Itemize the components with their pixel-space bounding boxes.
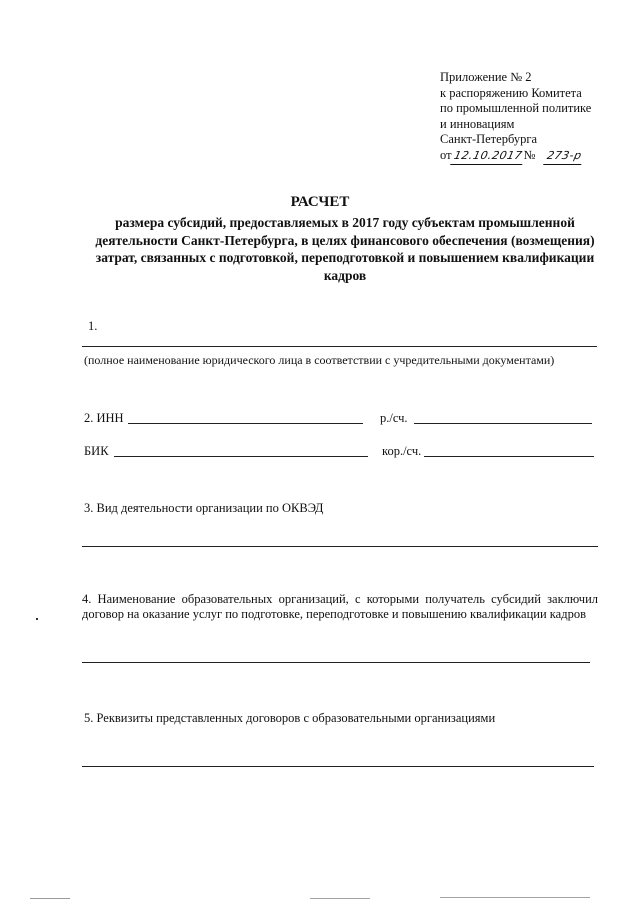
inn-fill-line (128, 423, 363, 424)
scan-speck (36, 618, 38, 620)
rs-fill-line (414, 423, 592, 424)
handwritten-date: 12.10.2017 (450, 148, 525, 165)
document-title: РАСЧЕТ (290, 194, 350, 210)
number-prefix: № (523, 147, 536, 162)
bik-label: БИК (84, 444, 109, 458)
appendix-date-line (440, 148, 591, 165)
handwritten-number: 273-р (543, 148, 585, 165)
section-1-number: 1. (88, 319, 98, 333)
section-3-label: 3. Вид деятельности организации по ОКВЭД (84, 501, 324, 515)
appendix-line-5: Санкт-Петербурга (440, 132, 538, 146)
date-prefix: от (440, 147, 452, 162)
section-3-fill-line (82, 546, 598, 547)
inn-label: 2. ИНН (84, 411, 124, 425)
rs-label: р./сч. (380, 411, 408, 425)
appendix-line-4: и инновациям (440, 116, 515, 131)
appendix-line-3: по промышленной политике (440, 101, 592, 115)
scan-edge-mark (310, 898, 370, 899)
ks-label: кор./сч. (382, 444, 422, 458)
section-4-fill-line (82, 662, 590, 663)
appendix-block (440, 70, 591, 164)
scan-edge-mark (30, 898, 70, 899)
ks-fill-line (424, 456, 594, 457)
scan-edge-mark (440, 897, 590, 898)
appendix-line-2: к распоряжению Комитета (440, 85, 582, 100)
section-1-caption: (полное наименование юридического лица в соответствии с учредительными документами) (84, 353, 555, 367)
section-5-fill-line (82, 766, 594, 767)
section-1-fill-line (82, 346, 597, 347)
section-4-label: 4. Наименование образовательных организаций, с которыми получатель субсидий заключил договор на оказание услуг по подготовке, переподготовке и повышению квалификации кадров (82, 592, 598, 621)
section-5-label: 5. Реквизиты представленных договоров с образовательными организациями (84, 711, 496, 725)
appendix-line-1: Приложение № 2 (440, 70, 532, 84)
bik-fill-line (114, 456, 368, 457)
document-subtitle: размера субсидий, предоставляемых в 2017 году субъектам промышленной деятельности Санкт-Петербурга, в целях финансового обеспечения (возмещения) затрат, связанных с подготовкой, переподготовкой и повышением квалификации кадров (95, 215, 595, 283)
